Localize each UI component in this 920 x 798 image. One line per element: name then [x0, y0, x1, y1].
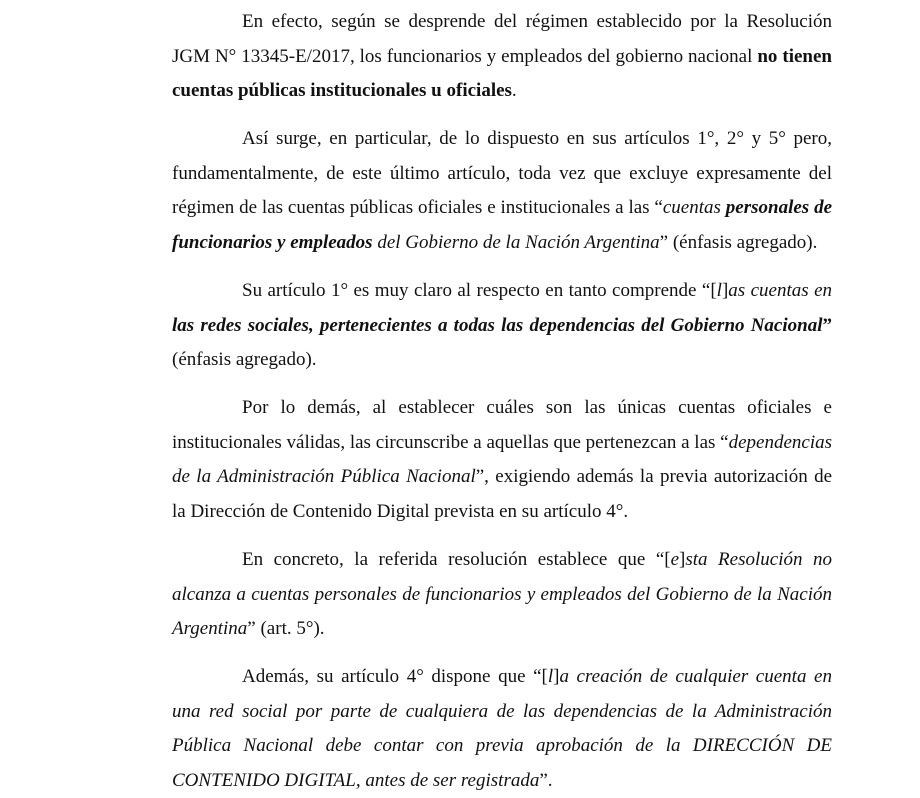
text-segment: Su artículo 1° es muy claro al respecto en tanto comprende “[: [242, 280, 717, 302]
text-segment: l: [547, 666, 554, 688]
paragraph: [172, 274, 832, 378]
text-segment: personales de funcionarios y empleados: [172, 197, 833, 253]
paragraph: [172, 5, 832, 109]
text-segment: .: [511, 80, 517, 101]
text-segment: a creación de cualquier cuenta en una red social por parte de cualquiera de las dependencias de la Administración Pública Nacional debe contar con previa aprobación de la DIRECCIÓN DE CONTENIDO DIGITAL, antes de ser registrada: [172, 666, 832, 791]
text-segment: del Gobierno de la Nación Argentina: [372, 231, 660, 253]
text-segment: Además, su artículo 4° dispone que “[: [242, 666, 548, 688]
paragraph: [172, 660, 832, 798]
paragraph: [172, 122, 832, 260]
text-segment: En efecto, según se desprende del régimen establecido por la Resolución JGM N° 13345-E/2017, los funcionarios y empleados del gobierno nacional: [172, 11, 832, 67]
text-segment: ]: [553, 666, 560, 688]
text-segment: no tienen cuentas públicas institucionales u oficiales: [172, 45, 832, 101]
paragraph: [172, 391, 832, 529]
text-segment: [172, 315, 823, 336]
text-segment: (énfasis agregado).: [172, 349, 317, 371]
text-segment: ” (énfasis agregado).: [659, 231, 818, 253]
text-segment: ”: [822, 314, 832, 336]
text-segment: ”, exigiendo además la previa autorización de la Dirección de Contenido Digital prevista en su artículo 4°.: [172, 466, 833, 522]
text-segment: las redes sociales, pertenecientes a todas las dependencias del Gobierno Nacional: [172, 314, 823, 336]
text-segment: ” (art. 5°).: [247, 618, 325, 640]
text-segment: l: [716, 280, 722, 302]
text-segment: dependencias de la Administración Pública Nacional: [172, 431, 832, 488]
text-segment: Por lo demás, al establecer cuáles son las únicas cuentas oficiales e institucionales válidas, las circunscribe a aquellas que pertenezcan a las “: [172, 397, 832, 453]
text-segment: ]: [721, 280, 729, 302]
text-segment: e: [670, 549, 680, 571]
text-segment: as cuentas en: [728, 280, 832, 302]
text-segment: Así surge, en particular, de lo dispuesto en sus artículos 1°, 2° y 5° pero, fundamentalmente, de este último artículo, toda vez que excluye expresamente del régimen de las cuentas públicas oficiales e institucionales a las “: [172, 128, 832, 219]
paragraph: [172, 543, 832, 647]
text-segment: ]: [679, 549, 686, 571]
text-segment: cuentas: [662, 197, 726, 219]
text-segment: En concreto, la referida resolución establece que “[: [242, 549, 671, 571]
text-segment: sta Resolución no alcanza a cuentas personales de funcionarios y empleados del Gobierno de la Nación Argentina: [172, 549, 832, 640]
text-segment: ”.: [539, 769, 553, 791]
document-body: [172, 5, 832, 798]
